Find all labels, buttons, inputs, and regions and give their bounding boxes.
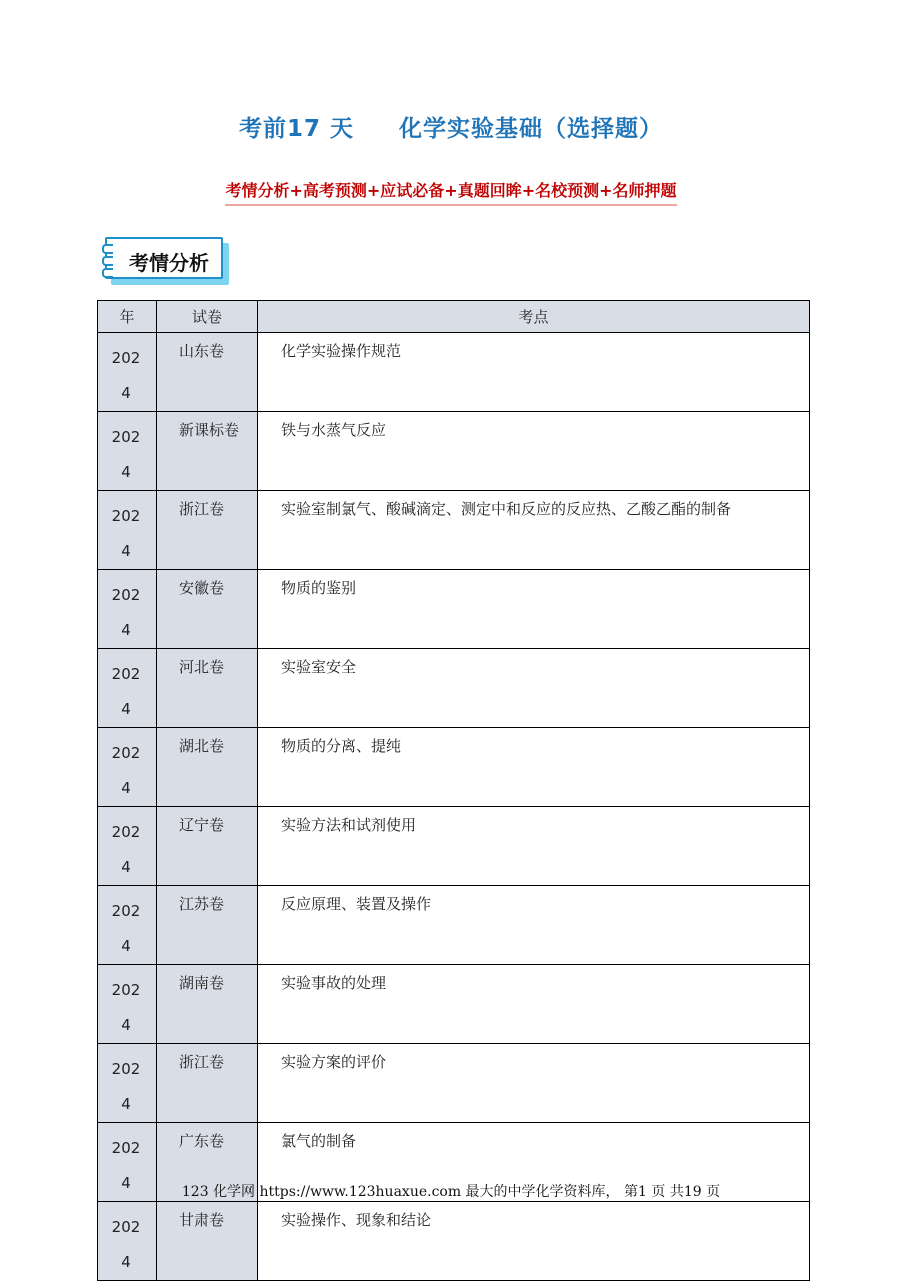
point-text: 化学实验操作规范 [281, 342, 402, 360]
year-part-b: 4 [121, 463, 131, 481]
table-row [98, 807, 810, 886]
year-cell [98, 807, 157, 886]
paper-text: 山东卷 [179, 342, 225, 360]
year-part-b: 4 [121, 1095, 131, 1113]
year-cell [98, 412, 157, 491]
paper-cell [157, 1044, 258, 1123]
year-text [98, 649, 146, 727]
paper-cell [157, 491, 258, 570]
paper-text: 河北卷 [179, 658, 225, 676]
paper-cell [157, 1202, 258, 1281]
year-text [98, 886, 146, 964]
year-part-a: 202 [111, 1060, 141, 1078]
year-text [98, 807, 146, 885]
paper-cell [157, 649, 258, 728]
point-text: 铁与水蒸气反应 [281, 421, 387, 439]
point-text: 实验方案的评价 [281, 1053, 387, 1071]
table-row [98, 491, 810, 570]
paper-text: 安徽卷 [179, 579, 225, 597]
paper-cell [157, 807, 258, 886]
point-cell [258, 412, 810, 491]
year-part-a: 202 [111, 507, 141, 525]
page-footer: 123 化学网 https://www.123huaxue.com 最大的中学化学资料库， 第1 页 共19 页 [181, 1184, 721, 1200]
point-cell [258, 728, 810, 807]
year-text [98, 333, 146, 411]
year-text [98, 412, 146, 490]
year-part-b: 4 [121, 1016, 131, 1034]
year-part-a: 202 [111, 586, 141, 604]
paper-text: 广东卷 [179, 1132, 225, 1150]
paper-text: 浙江卷 [179, 1053, 225, 1071]
year-part-a: 202 [111, 823, 141, 841]
year-cell [98, 886, 157, 965]
table-row [98, 965, 810, 1044]
point-text: 反应原理、装置及操作 [281, 895, 432, 913]
year-part-b: 4 [121, 1253, 131, 1271]
year-cell [98, 333, 157, 412]
header-paper: 试卷 [157, 301, 258, 333]
year-cell [98, 1202, 157, 1281]
year-part-a: 202 [111, 1139, 141, 1157]
table-row [98, 1202, 810, 1281]
point-text: 实验室安全 [281, 658, 357, 676]
paper-text: 江苏卷 [179, 895, 225, 913]
point-cell [258, 649, 810, 728]
point-text: 氯气的制备 [281, 1132, 357, 1150]
paper-text: 湖北卷 [179, 737, 225, 755]
paper-text: 甘肃卷 [179, 1211, 225, 1229]
paper-cell [157, 728, 258, 807]
year-cell [98, 1044, 157, 1123]
header-point: 考点 [258, 301, 810, 333]
table-row [98, 728, 810, 807]
point-text: 实验事故的处理 [281, 974, 387, 992]
year-part-b: 4 [121, 384, 131, 402]
table-row [98, 886, 810, 965]
subtitle: 考情分析+高考预测+应试必备+真题回眸+名校预测+名师押题 [225, 178, 676, 206]
year-part-a: 202 [111, 1218, 141, 1236]
year-part-a: 202 [111, 349, 141, 367]
point-cell [258, 491, 810, 570]
table-header-row [98, 301, 810, 333]
point-text: 实验方法和试剂使用 [281, 816, 417, 834]
year-part-b: 4 [121, 542, 131, 560]
point-text: 物质的分离、提纯 [281, 737, 402, 755]
year-text [98, 1202, 146, 1280]
year-text [98, 965, 146, 1043]
table-row [98, 1044, 810, 1123]
year-part-b: 4 [121, 779, 131, 797]
point-cell [258, 807, 810, 886]
page-title: 考前17 天 化学实验基础（选择题） [238, 116, 664, 142]
paper-text: 湖南卷 [179, 974, 225, 992]
table-row [98, 570, 810, 649]
year-part-a: 202 [111, 744, 141, 762]
paper-cell [157, 965, 258, 1044]
paper-cell [157, 412, 258, 491]
year-part-a: 202 [111, 665, 141, 683]
year-cell [98, 649, 157, 728]
year-cell [98, 728, 157, 807]
year-cell [98, 570, 157, 649]
year-text [98, 491, 146, 569]
section-badge-label: 考情分析 [129, 251, 209, 275]
table-row [98, 412, 810, 491]
table-row [98, 333, 810, 412]
year-part-b: 4 [121, 700, 131, 718]
year-cell [98, 491, 157, 570]
paper-text: 浙江卷 [179, 500, 225, 518]
table-row [98, 649, 810, 728]
paper-cell [157, 886, 258, 965]
point-cell [258, 965, 810, 1044]
point-cell [258, 570, 810, 649]
point-text: 实验操作、现象和结论 [281, 1211, 432, 1229]
year-part-b: 4 [121, 858, 131, 876]
year-cell [98, 965, 157, 1044]
point-text: 实验室制氯气、酸碱滴定、测定中和反应的反应热、乙酸乙酯的制备 [281, 500, 732, 518]
point-text: 物质的鉴别 [281, 579, 357, 597]
paper-text: 新课标卷 [179, 421, 240, 439]
paper-cell [157, 333, 258, 412]
paper-cell [157, 570, 258, 649]
paper-text: 辽宁卷 [179, 816, 225, 834]
year-text [98, 570, 146, 648]
year-part-b: 4 [121, 937, 131, 955]
year-part-a: 202 [111, 428, 141, 446]
exam-analysis-table [97, 300, 810, 1281]
point-cell [258, 1202, 810, 1281]
point-cell [258, 333, 810, 412]
year-text [98, 1044, 146, 1122]
year-part-a: 202 [111, 981, 141, 999]
point-cell [258, 886, 810, 965]
year-part-a: 202 [111, 902, 141, 920]
year-part-b: 4 [121, 621, 131, 639]
year-part-b: 4 [121, 1174, 131, 1192]
point-cell [258, 1044, 810, 1123]
year-text [98, 728, 146, 806]
header-year: 年 [98, 301, 157, 333]
